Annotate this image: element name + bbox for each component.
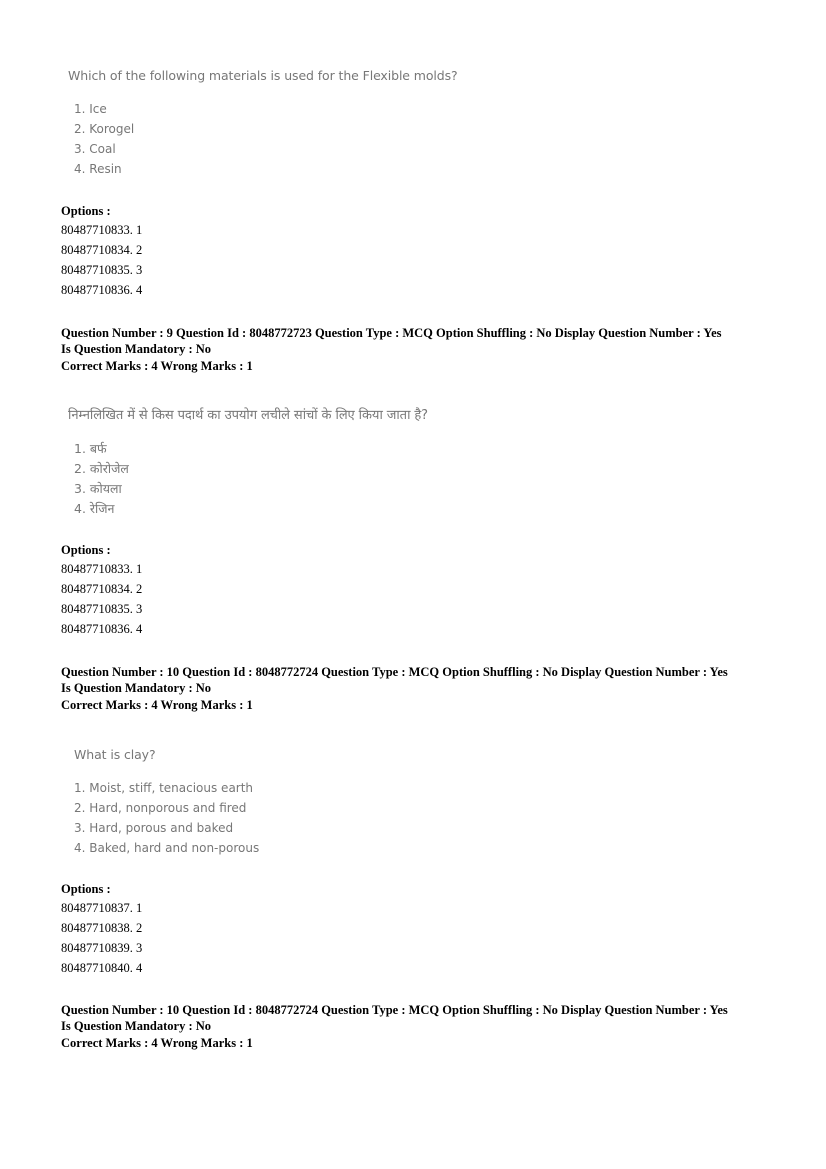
question-stem: What is clay?: [74, 747, 156, 762]
question-image-english-molds: [68, 68, 488, 183]
choice-3: 3. कोयला: [74, 481, 122, 496]
options-heading: Options :: [61, 204, 111, 218]
question-marks: Correct Marks : 4 Wrong Marks : 1: [61, 1036, 253, 1050]
choice-3: 3. Coal: [74, 142, 116, 156]
question-stem: Which of the following materials is used for the Flexible molds?: [68, 68, 458, 83]
choice-2: 2. Hard, nonporous and fired: [74, 801, 247, 815]
question-image-hindi-molds: [68, 405, 488, 520]
options-list: [61, 204, 261, 297]
question-mandatory: Is Question Mandatory : No: [61, 681, 212, 695]
question-mandatory: Is Question Mandatory : No: [61, 342, 212, 356]
options-heading: Options :: [61, 882, 111, 896]
choice-4: 4. Baked, hard and non-porous: [74, 841, 260, 855]
question-stem: निम्नलिखित में से किस पदार्थ का उपयोग लचीले सांचों के लिए किया जाता है?: [68, 408, 428, 423]
question-marks: Correct Marks : 4 Wrong Marks : 1: [61, 359, 253, 373]
choice-1: 1. Moist, stiff, tenacious earth: [74, 781, 254, 795]
choice-4: 4. रेजिन: [74, 501, 115, 516]
option-item: 80487710840. 4: [61, 961, 143, 975]
option-item: 80487710833. 1: [61, 562, 143, 576]
options-list: [61, 543, 261, 636]
option-item: 80487710836. 4: [61, 283, 143, 297]
option-item: 80487710836. 4: [61, 622, 143, 636]
option-item: 80487710835. 3: [61, 263, 143, 277]
choice-4: 4. Resin: [74, 162, 122, 176]
option-item: 80487710838. 2: [61, 921, 143, 935]
choice-3: 3. Hard, porous and baked: [74, 821, 234, 835]
question-marks: Correct Marks : 4 Wrong Marks : 1: [61, 698, 253, 712]
option-item: 80487710834. 2: [61, 243, 143, 257]
option-item: 80487710834. 2: [61, 582, 143, 596]
choice-1: 1. Ice: [74, 102, 107, 116]
options-heading: Options :: [61, 543, 111, 557]
choice-2: 2. कोरोजेल: [74, 461, 129, 476]
question-mandatory: Is Question Mandatory : No: [61, 1019, 212, 1033]
option-item: 80487710839. 3: [61, 941, 143, 955]
question-meta-line: Question Number : 10 Question Id : 8048772724 Question Type : MCQ Option Shuffling : No Display Question Number : Yes: [61, 665, 728, 679]
question-meta-line: Question Number : 10 Question Id : 8048772724 Question Type : MCQ Option Shuffling : No Display Question Number : Yes: [61, 1003, 728, 1017]
choice-1: 1. बर्फ: [74, 441, 107, 456]
choice-2: 2. Korogel: [74, 122, 135, 136]
options-list: [61, 882, 261, 975]
option-item: 80487710833. 1: [61, 223, 143, 237]
question-meta-10: [61, 665, 801, 715]
question-meta-10-repeat: [61, 1003, 801, 1053]
question-meta-line: Question Number : 9 Question Id : 8048772723 Question Type : MCQ Option Shuffling : No Display Question Number : Yes: [61, 326, 722, 340]
question-meta-9: [61, 326, 801, 376]
option-item: 80487710835. 3: [61, 602, 143, 616]
option-item: 80487710837. 1: [61, 901, 143, 915]
question-image-english-clay: [68, 747, 488, 862]
